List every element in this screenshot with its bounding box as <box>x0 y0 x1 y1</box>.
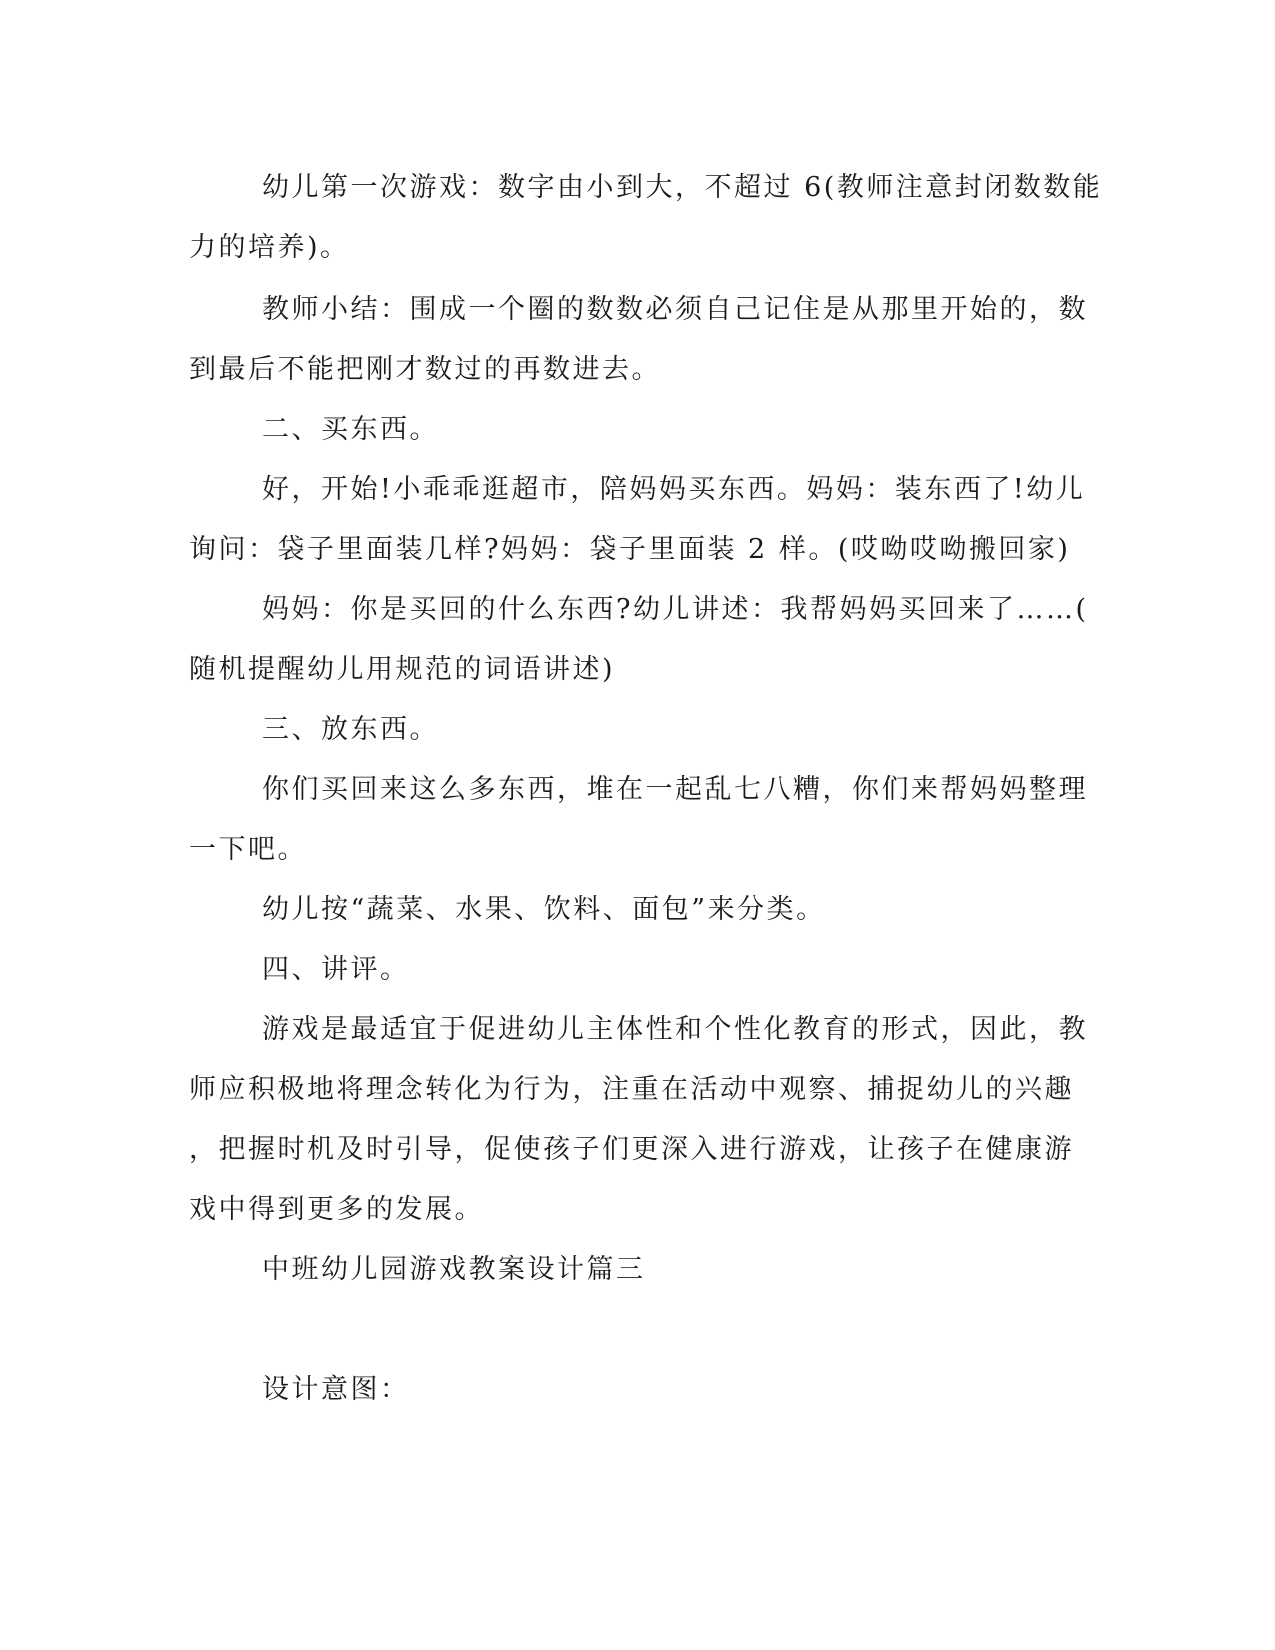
text-line: 妈妈：你是买回的什么东西?幼儿讲述：我帮妈妈买回来了……( <box>262 594 1089 625</box>
text-line: 一下吧。 <box>189 834 307 865</box>
text-line: 随机提醒幼儿用规范的词语讲述) <box>189 654 616 685</box>
text-line: 力的培养)。 <box>189 232 350 263</box>
text-line: 到最后不能把刚才数过的再数进去。 <box>189 354 661 385</box>
text-line: ，把握时机及时引导，促使孩子们更深入进行游戏，让孩子在健康游 <box>189 1134 1074 1165</box>
section-heading: 四、讲评。 <box>262 954 410 985</box>
chapter-title: 中班幼儿园游戏教案设计篇三 <box>262 1254 646 1285</box>
text-line: 戏中得到更多的发展。 <box>189 1194 484 1225</box>
section-heading: 二、买东西。 <box>262 414 439 445</box>
subheading: 设计意图： <box>262 1374 410 1405</box>
text-line: 好，开始!小乖乖逛超市，陪妈妈买东西。妈妈：装东西了!幼儿 <box>262 474 1086 505</box>
text-line: 询问：袋子里面装几样?妈妈：袋子里面装 2 样。(哎呦哎呦搬回家) <box>189 534 1071 565</box>
text-line: 游戏是最适宜于促进幼儿主体性和个性化教育的形式，因此，教 <box>262 1014 1088 1045</box>
text-line: 师应积极地将理念转化为行为，注重在活动中观察、捕捉幼儿的兴趣 <box>189 1074 1074 1105</box>
text-line: 教师小结：围成一个圈的数数必须自己记住是从那里开始的，数 <box>262 294 1088 325</box>
section-heading: 三、放东西。 <box>262 714 439 745</box>
text-line: 幼儿按“蔬菜、水果、饮料、面包”来分类。 <box>262 894 826 925</box>
text-line: 幼儿第一次游戏：数字由小到大，不超过 6(教师注意封闭数数能 <box>262 172 1103 203</box>
text-line: 你们买回来这么多东西，堆在一起乱七八糟，你们来帮妈妈整理 <box>262 774 1088 805</box>
